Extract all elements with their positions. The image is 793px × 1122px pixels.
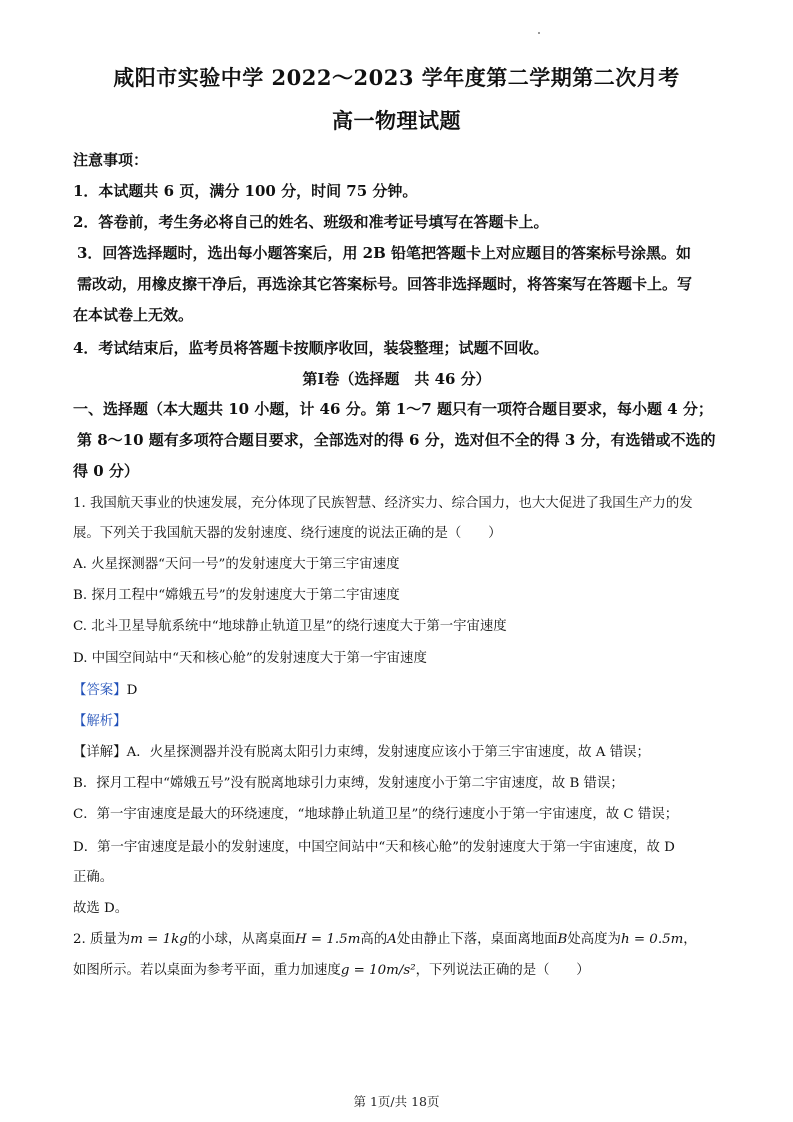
q2-text-6: ，: [683, 932, 697, 947]
q1-detail-line-2: B．探月工程中“嫦娥五号”没有脱离地球引力束缚，发射速度小于第二宇宙速度，故 B 错误；: [73, 776, 624, 791]
section-intro-line-2: 第 8～10 题有多项符合题目要求，全部选对的得 6 分，选对但不全的得 3 分，有选错或不选的: [77, 431, 716, 449]
q2-stem-line-1: [73, 930, 733, 950]
q1-conclusion: 故选 D。: [73, 901, 129, 916]
q2-height-small-h: h = 0.5m: [620, 932, 684, 947]
q1-stem-line-1: 1. 我国航天事业的快速发展，充分体现了民族智慧、经济实力、综合国力，也大大促进了我国生产力的发: [73, 496, 693, 511]
q2-text-4: 处由静止下落，桌面离地面: [396, 932, 558, 947]
q2-text-1: 2. 质量为: [73, 932, 131, 947]
q2-height-h: H = 1.5m: [294, 932, 361, 947]
note-3-line-2: 需改动，用橡皮擦干净后，再选涂其它答案标号。回答非选择题时，将答案写在答题卡上。写: [77, 275, 693, 293]
exam-subtitle: 高一物理试题: [332, 108, 461, 133]
q2-text-7: 如图所示。若以桌面为参考平面，重力加速度: [73, 963, 341, 978]
note-3-line-1: 3．回答选择题时，选出每小题答案后，用 2B 铅笔把答题卡上对应题目的答案标号涂黑。如: [77, 244, 692, 262]
detail-tag: 【详解】: [73, 745, 127, 760]
q1-detail-line-4: D．第一宇宙速度是最小的发射速度，中国空间站中“天和核心舱”的发射速度大于第一宇宙速度，故 D: [73, 840, 675, 855]
q1-option-d: D. 中国空间站中“天和核心舱”的发射速度大于第一宇宙速度: [73, 651, 427, 666]
q1-option-c: C. 北斗卫星导航系统中“地球静止轨道卫星”的绕行速度大于第一宇宙速度: [73, 619, 507, 634]
note-3-line-3: 在本试卷上无效。: [73, 306, 194, 324]
q2-point-a: A: [387, 932, 397, 947]
q1-stem-line-2: 展。下列关于我国航天器的发射速度、绕行速度的说法正确的是（ ）: [73, 526, 502, 541]
note-4: 4．考试结束后，监考员将答题卡按顺序收回，装袋整理；试题不回收。: [73, 339, 549, 357]
q1-detail-line-5: 正确。: [73, 870, 114, 885]
page-footer: 第 1页/共 18页: [353, 1094, 440, 1109]
q2-text-2: 的小球，从离桌面: [187, 932, 295, 947]
answer-value: D: [126, 683, 138, 698]
q2-text-8: ，下列说法正确的是（ ）: [415, 963, 590, 978]
detail-a: A．火星探测器并没有脱离太阳引力束缚，发射速度应该小于第三宇宙速度，故 A 错误；: [126, 745, 650, 760]
q2-point-b: B: [557, 932, 568, 947]
answer-tag: 【答案】: [73, 683, 127, 698]
scan-speck: [538, 32, 540, 34]
exam-title: 咸阳市实验中学 2022～2023 学年度第二学期第二次月考: [113, 65, 680, 90]
note-1: 1．本试题共 6 页，满分 100 分，时间 75 分钟。: [73, 182, 418, 200]
q2-text-3: 高的: [360, 932, 388, 947]
notes-heading: 注意事项：: [73, 151, 149, 169]
q1-detail-line-1: [73, 743, 733, 763]
section-title: 第Ⅰ卷（选择题 共 46 分）: [302, 370, 491, 388]
q1-answer: [73, 681, 733, 701]
q2-stem-line-2: [73, 961, 733, 981]
section-intro-line-3: 得 0 分）: [73, 462, 139, 480]
q2-gravity: g = 10m/s²: [340, 963, 416, 978]
q1-detail-line-3: C．第一宇宙速度是最大的环绕速度，“地球静止轨道卫星”的绕行速度小于第一宇宙速度，故 C 错误；: [73, 807, 679, 822]
note-2: 2．答卷前，考生务必将自己的姓名、班级和准考证号填写在答题卡上。: [73, 213, 549, 231]
q1-option-a: A. 火星探测器“天问一号”的发射速度大于第三宇宙速度: [73, 557, 400, 572]
analysis-tag: 【解析】: [73, 714, 127, 729]
q2-text-5: 处高度为: [567, 932, 621, 947]
section-intro-line-1: 一、选择题（本大题共 10 小题，计 46 分。第 1～7 题只有一项符合题目要求，每小题 4 分；: [73, 400, 713, 418]
q2-mass: m = 1kg: [130, 932, 188, 947]
q1-option-b: B. 探月工程中“嫦娥五号”的发射速度大于第二宇宙速度: [73, 588, 400, 603]
